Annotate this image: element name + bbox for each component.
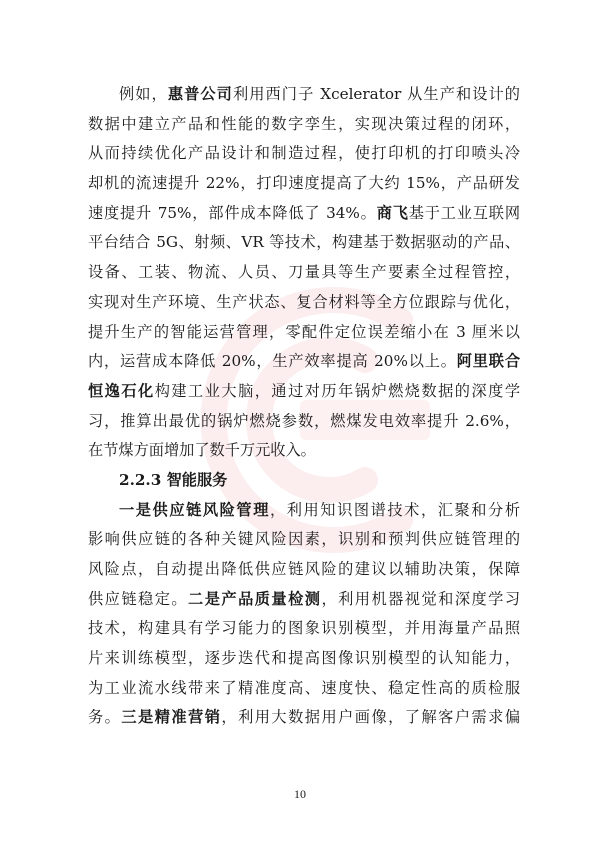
text-line: 一是供应链风险管理，利用知识图谱技术，汇聚和分析	[119, 500, 520, 519]
text-line: 习，推算出最优的锅炉燃烧参数，燃煤发电效率提升 2.6%，	[88, 411, 520, 430]
text-line: 实现对生产环境、生产状态、复合材料等全方位跟踪与优化，	[88, 292, 520, 311]
text-line: 设备、工装、物流、人员、刀量具等生产要素全过程管控，	[88, 263, 520, 282]
text-line: 务。三是精准营销，利用大数据用户画像，了解客户需求偏	[88, 708, 520, 727]
text-line: 却机的流速提升 22%，打印速度提高了大约 15%，产品研发	[88, 174, 520, 193]
text-line: 从而持续优化产品设计和制造过程，使打印机的打印喷头冷	[88, 144, 520, 163]
page-number: 10	[294, 787, 306, 801]
text-line: 在节煤方面增加了数千万元收入。	[88, 441, 316, 460]
text-line: 风险点，自动提出降低供应链风险的建议以辅助决策，保障	[88, 560, 520, 578]
text-line: 内，运营成本降低 20%，生产效率提高 20%以上。阿里联合	[88, 352, 520, 371]
body-text	[88, 80, 520, 733]
text-line: 片来训练模型，逐步迭代和提高图像识别模型的认知能力，	[88, 649, 520, 668]
text-line: 恒逸石化构建工业大脑，通过对历年锅炉燃烧数据的深度学	[88, 381, 520, 400]
text-line: 为工业流水线带来了精准度高、速度快、稳定性高的质检服	[88, 678, 520, 697]
text-line: 供应链稳定。二是产品质量检测，利用机器视觉和深度学习	[88, 589, 520, 608]
text-line: 速度提升 75%，部件成本降低了 34%。商飞基于工业互联网	[88, 203, 520, 222]
text-line: 例如，惠普公司利用西门子 Xcelerator 从生产和设计的	[119, 85, 520, 103]
text-line: 影响供应链的各种关键风险因素，识别和预判供应链管理的	[88, 530, 520, 549]
text-line: 技术，构建具有学习能力的图象识别模型，并用海量产品照	[88, 619, 520, 638]
text-line: 平台结合 5G、射频、VR 等技术，构建基于数据驱动的产品、	[88, 233, 520, 252]
section-heading: 2.2.3 智能服务	[119, 470, 228, 489]
text-line: 数据中建立产品和性能的数字孪生，实现决策过程的闭环，	[88, 114, 520, 133]
text-line: 提升生产的智能运营管理，零配件定位误差缩小在 3 厘米以	[88, 322, 520, 341]
